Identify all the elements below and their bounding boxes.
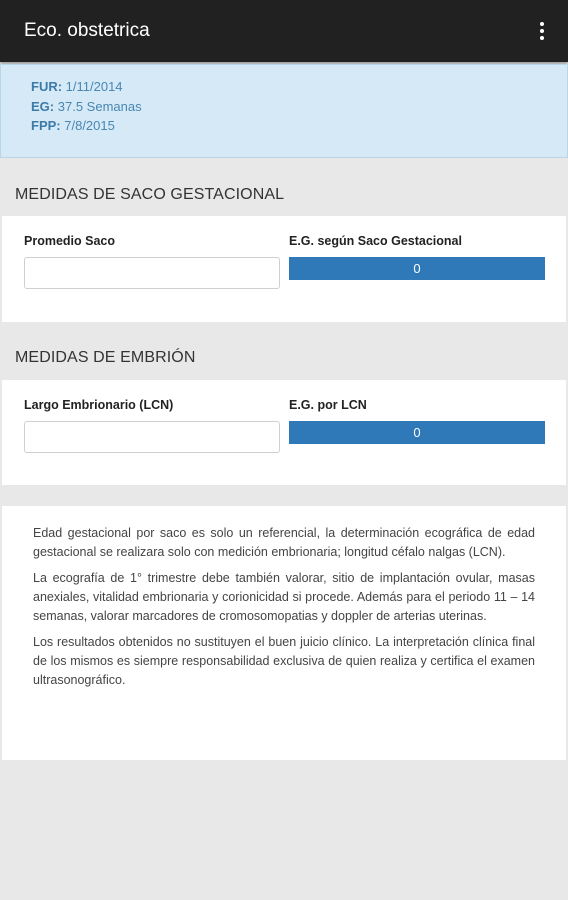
- fpp-line: [31, 116, 567, 136]
- eg-value: 37.5 Semanas: [57, 98, 142, 114]
- eg-saco-label: E.G. según Saco Gestacional: [289, 234, 462, 248]
- fur-value: 1/11/2014: [65, 79, 123, 94]
- eg-saco-result: 0: [289, 257, 545, 280]
- pregnancy-info-panel: [0, 64, 568, 158]
- lcn-label: Largo Embrionario (LCN): [24, 398, 174, 412]
- eg-line: [31, 97, 567, 117]
- eg-label: EG:: [31, 98, 55, 114]
- eg-lcn-label: E.G. por LCN: [289, 398, 367, 412]
- fur-label: FUR:: [31, 79, 63, 94]
- fpp-value: 7/8/2015: [64, 118, 115, 133]
- notes-card: [2, 506, 566, 760]
- embrion-section-header: MEDIDAS DE EMBRIÓN: [15, 349, 196, 366]
- saco-section-header: MEDIDAS DE SACO GESTACIONAL: [15, 186, 285, 203]
- fpp-label: FPP:: [31, 118, 61, 133]
- note-paragraph-2: La ecografía de 1° trimestre debe también valorar, sitio de implantación ovular, masas anexiales, vitalidad embrionaria y corionicidad si procede. Además para el periodo 11 – 14 semanas, valorar marcadores de cromosomopatias y doppler de arterias uterinas.: [33, 571, 535, 623]
- note-paragraph-3: Los resultados obtenidos no sustituyen el buen juicio clínico. La interpretación clínica final de los mismos es siempre responsabilidad exclusiva de quien realiza y certifica el examen ultrasonográfico.: [33, 635, 535, 687]
- embrion-card: [2, 380, 566, 485]
- note-paragraph-1: Edad gestacional por saco es solo un referencial, la determinación ecográfica de edad gestacional se realizara solo con medición embrionaria; longitud céfalo nalgas (LCN).: [33, 526, 535, 559]
- promedio-saco-input[interactable]: [24, 257, 280, 289]
- saco-card: [2, 216, 566, 322]
- fur-line: [31, 77, 567, 97]
- app-bar: [0, 0, 568, 62]
- eg-lcn-result: 0: [289, 421, 545, 444]
- app-title: Eco. obstetrica: [24, 20, 150, 41]
- lcn-input[interactable]: [24, 421, 280, 453]
- overflow-menu-icon[interactable]: [530, 16, 554, 46]
- promedio-saco-label: Promedio Saco: [24, 234, 115, 248]
